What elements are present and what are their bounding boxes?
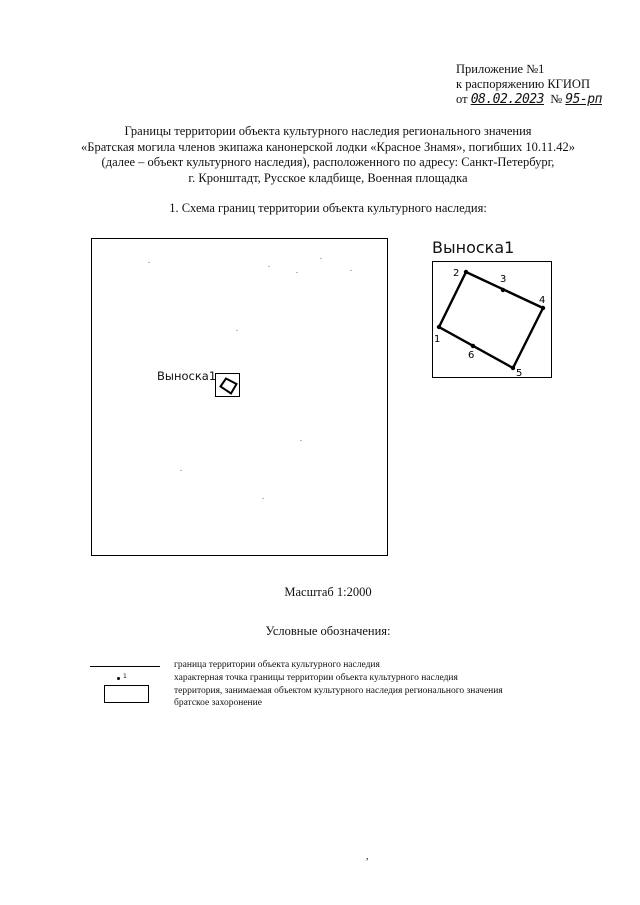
boundary-point-1 <box>437 325 441 329</box>
legend-item-point: характерная точка границы территории объекта культурного наследия <box>174 673 458 683</box>
title-line-2: «Братская могила членов экипажа канонерской лодки «Красное Знамя», погибших 10.11.42» <box>81 139 575 154</box>
boundary-point-4 <box>541 306 545 310</box>
appendix-number-prefix: № <box>550 92 563 106</box>
legend-item-burial: братское захоронение <box>174 698 262 708</box>
scan-speck <box>350 270 352 271</box>
appendix-number: 95-рп <box>565 92 602 107</box>
boundary-point-2 <box>464 270 468 274</box>
appendix-block <box>456 62 602 107</box>
point-label-5: 5 <box>516 368 523 379</box>
callout-frame <box>432 261 552 378</box>
legend-point-number: 1 <box>123 673 127 680</box>
callout-boundary-polygon <box>439 272 546 368</box>
boundary-point-3 <box>501 288 505 292</box>
scan-speck <box>300 440 302 441</box>
legend-item-boundary: граница территории объекта культурного наследия <box>174 660 380 670</box>
section-heading: 1. Схема границ территории объекта культурного наследия: <box>169 201 487 215</box>
scan-speck <box>236 330 238 331</box>
appendix-line-2: к распоряжению КГИОП <box>456 77 590 91</box>
boundary-point-5 <box>511 366 515 370</box>
document-title <box>40 124 616 186</box>
scan-speck <box>180 470 182 471</box>
point-label-4: 4 <box>539 295 546 306</box>
point-label-6: 6 <box>468 350 475 361</box>
callout-title: Выноска1 <box>432 238 515 257</box>
legend-item-territory: территория, занимаемая объектом культурного наследия регионального значения <box>174 686 503 696</box>
map-callout-box <box>215 373 240 397</box>
title-line-1: Границы территории объекта культурного наследия регионального значения <box>124 124 532 138</box>
map-scale: Масштаб 1:2000 <box>284 585 372 599</box>
map-callout-boundary <box>216 374 241 398</box>
appendix-line-1: Приложение №1 <box>456 62 545 76</box>
point-label-3: 3 <box>500 274 507 285</box>
point-label-2: 2 <box>453 268 460 279</box>
map-callout-label: Выноска1 <box>157 369 217 383</box>
title-line-3: (далее – объект культурного наследия), расположенного по адресу: Санкт-Петербург, <box>101 155 555 169</box>
scan-speck <box>148 262 150 263</box>
legend-territory-symbol <box>104 685 149 703</box>
title-line-4: г. Кронштадт, Русское кладбище, Военная площадка <box>188 170 468 185</box>
appendix-date: 08.02.2023 <box>470 92 544 107</box>
legend-title: Условные обозначения: <box>265 624 391 638</box>
scan-speck <box>296 272 298 273</box>
appendix-line-3 <box>456 92 602 107</box>
legend-point-symbol <box>117 677 120 680</box>
boundary-point-6 <box>471 344 475 348</box>
scan-speck <box>262 498 264 499</box>
scan-speck <box>320 258 322 259</box>
page-mark: , <box>366 851 369 862</box>
appendix-date-prefix: от <box>456 92 468 106</box>
legend-boundary-line-symbol <box>90 666 160 667</box>
callout-drawing <box>433 262 553 379</box>
point-label-1: 1 <box>434 334 441 345</box>
scan-speck <box>268 266 270 267</box>
